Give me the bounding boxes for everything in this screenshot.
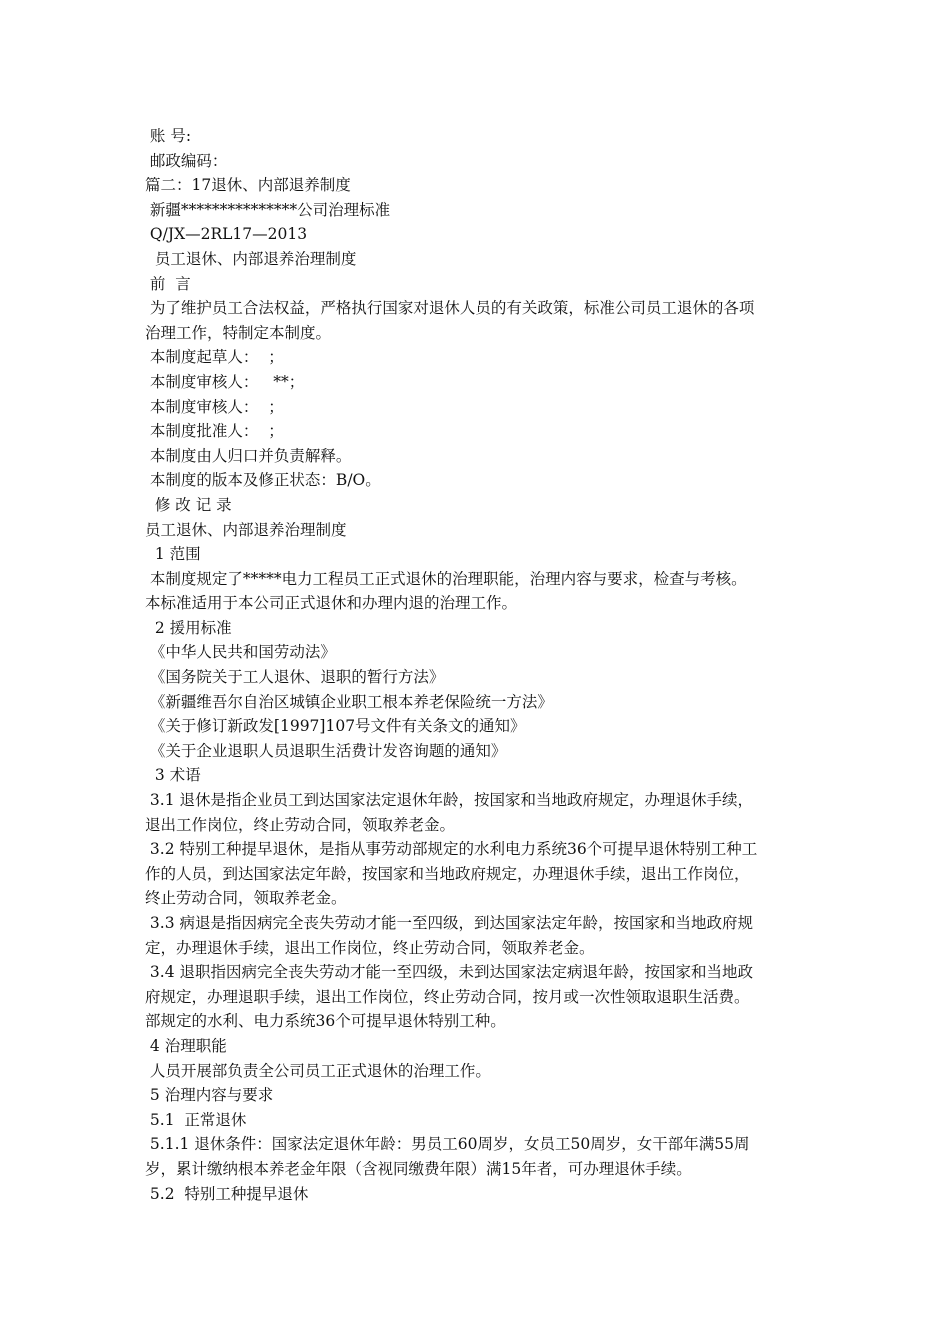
section-heading: 1 范围 bbox=[145, 545, 201, 564]
paragraph-line: 治理工作，特制定本制度。 bbox=[145, 323, 332, 342]
reference-item: 《新疆维吾尔自治区城镇企业职工根本养老保险统一方法》 bbox=[145, 692, 553, 711]
section-heading: 2 援用标准 bbox=[145, 618, 232, 637]
paragraph-line: 岁，累计缴纳根本养老金年限（含视同缴费年限）满15年者，可办理退休手续。 bbox=[145, 1159, 692, 1178]
revision-record-heading: 修 改 记 录 bbox=[145, 495, 232, 514]
section-heading: 5 治理内容与要求 bbox=[145, 1086, 274, 1105]
reviewer-line: 本制度审核人： **； bbox=[145, 372, 305, 391]
approver-line: 本制度批准人： ； bbox=[145, 422, 284, 441]
account-number-label: 账 号: bbox=[145, 127, 192, 145]
reviewer-line: 本制度审核人： ； bbox=[145, 397, 284, 416]
reference-item: 《中华人民共和国劳动法》 bbox=[145, 643, 336, 662]
paragraph-line: 5.1.1 退休条件：国家法定退休年龄：男员工60周岁，女员工50周岁，女干部年满55周 bbox=[145, 1135, 750, 1154]
paragraph-line: 部规定的水利、电力系统36个可提早退休特别工种。 bbox=[145, 1012, 506, 1031]
subsection-heading: 5.1 正常退休 bbox=[145, 1110, 247, 1129]
preface-heading: 前 言 bbox=[145, 274, 191, 293]
paragraph-line: 3.2 特别工种提早退休，是指从事劳动部规定的水利电力系统36个可提早退休特别工种工 bbox=[145, 840, 758, 859]
paragraph-line: 人员开展部负责全公司员工正式退休的治理工作。 bbox=[145, 1061, 491, 1080]
section-heading: 4 治理职能 bbox=[145, 1036, 227, 1055]
paragraph-line: 3.1 退休是指企业员工到达国家法定退休年龄，按国家和当地政府规定，办理退休手续， bbox=[145, 791, 754, 810]
document-body bbox=[145, 124, 815, 1206]
regulation-title: 员工退休、内部退养治理制度 bbox=[145, 520, 347, 539]
paragraph-line: 本制度规定了*****电力工程员工正式退休的治理职能，治理内容与要求，检查与考核。 bbox=[145, 569, 747, 588]
chapter-heading: 篇二：17退休、内部退养制度 bbox=[145, 176, 351, 195]
paragraph-line: 府规定，办理退职手续，退出工作岗位，终止劳动合同，按月或一次性领取退职生活费。 bbox=[145, 987, 750, 1006]
paragraph-line: 为了维护员工合法权益，严格执行国家对退休人员的有关政策，标准公司员工退休的各项 bbox=[145, 299, 755, 318]
regulation-title: 员工退休、内部退养治理制度 bbox=[145, 249, 357, 268]
drafter-line: 本制度起草人： ； bbox=[145, 348, 284, 367]
paragraph-line: 定，办理退休手续，退出工作岗位，终止劳动合同，领取养老金。 bbox=[145, 938, 595, 957]
reference-item: 《关于修订新政发[1997]107号文件有关条文的通知》 bbox=[145, 717, 526, 736]
paragraph-line: 退出工作岗位，终止劳动合同，领取养老金。 bbox=[145, 815, 456, 834]
subsection-heading: 5.2 特别工种提早退休 bbox=[145, 1184, 309, 1203]
paragraph-line: 作的人员，到达国家法定年龄，按国家和当地政府规定，办理退休手续，退出工作岗位， bbox=[145, 864, 750, 883]
paragraph-line: 3.4 退职指因病完全丧失劳动才能一至四级，未到达国家法定病退年龄，按国家和当地政 bbox=[145, 963, 754, 982]
section-heading: 3 术语 bbox=[145, 766, 201, 785]
company-standard-title: 新疆***************公司治理标准 bbox=[145, 200, 391, 219]
paragraph-line: 3.3 病退是指因病完全丧失劳动才能一至四级，到达国家法定年龄，按国家和当地政府规 bbox=[145, 914, 754, 932]
reference-item: 《关于企业退职人员退职生活费计发咨询题的通知》 bbox=[145, 741, 507, 760]
version-line: 本制度的版本及修正状态：B/O。 bbox=[145, 471, 381, 490]
standard-code: Q/JX—2RL17—2013 bbox=[145, 225, 308, 244]
paragraph-line: 终止劳动合同，领取养老金。 bbox=[145, 889, 347, 908]
paragraph-line: 本制度由人归口并负责解释。 bbox=[145, 446, 352, 465]
reference-item: 《国务院关于工人退休、退职的暂行方法》 bbox=[145, 668, 445, 687]
paragraph-line: 本标准适用于本公司正式退休和办理内退的治理工作。 bbox=[145, 594, 518, 613]
postal-code-label: 邮政编码： bbox=[145, 151, 228, 170]
